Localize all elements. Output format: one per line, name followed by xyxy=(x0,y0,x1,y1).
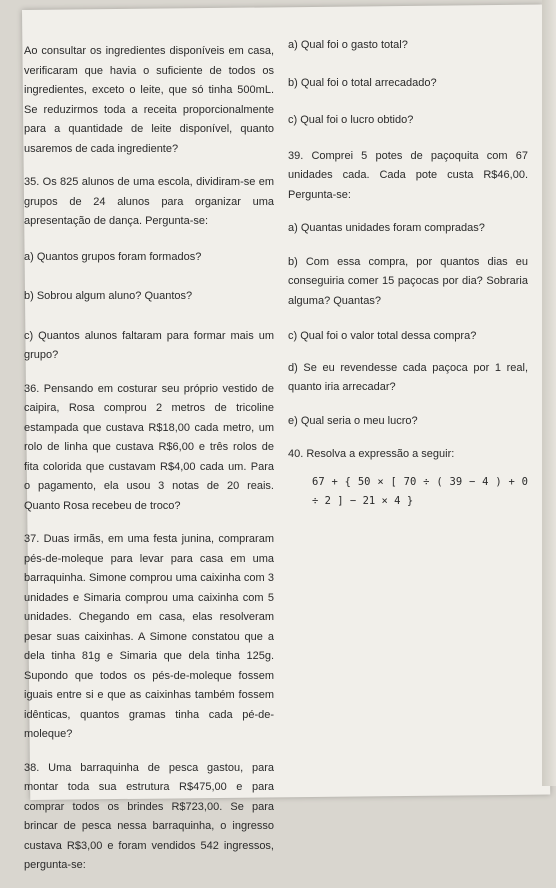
page-edge xyxy=(542,0,556,786)
question-38: 38. Uma barraquinha de pesca gastou, para montar toda sua estrutura R$475,00 e para comprar todos os brindes R$723,00. Se para brincar de pesca nessa barraquinha, o ingresso custava R$3,00 e foram vendidos 542 ingressos, pergunta-se: xyxy=(24,761,274,871)
question-40: 40. Resolva a expressão a seguir: xyxy=(288,448,455,460)
question-37: 37. Duas irmãs, em uma festa junina, compraram pés-de-moleque para levar para casa em uma barraquinha. Simone comprou uma caixinha com 3 unidades e Simaria comprou uma caixinha com 5 unidades. Chegando em casa, elas resolveram pesar suas caixinhas. A Simone constatou que a dela tinha 81g e Simaria que dela tinha 125g. Supondo que todos os pés-de-moleque fossem iguais entre si e que as caixinhas também fossem idênticas, quantos gramas tinha cada pé-de-moleque? xyxy=(24,533,274,740)
question-39c: c) Qual foi o valor total dessa compra? xyxy=(288,330,477,342)
question-39d: d) Se eu revendesse cada paçoca por 1 real, quanto iria arrecadar? xyxy=(288,361,528,393)
question-35b: b) Sobrou algum aluno? Quantos? xyxy=(24,290,193,302)
intro-text: Ao consultar os ingredientes disponíveis em casa, verificaram que havia o suficiente de todos os ingredientes, exceto o leite, que só tinha 500mL. Se reduzirmos toda a receita proporcionalmente para a quantidade de leite disponível, quanto usaremos de cada ingrediente? xyxy=(24,45,274,155)
question-39b: b) Com essa compra, por quantos dias eu conseguiria comer 15 paçocas por dia? Sobraria alguma? Quantas? xyxy=(288,255,528,307)
question-36: 36. Pensando em costurar seu próprio vestido de caipira, Rosa comprou 2 metros de tricoline estampada que custava R$18,00 cada metro, um rolo de linha que custava R$6,00 e três rolos de fita colorida que custavam R$4,00 cada um. Para o pagamento, ela usou 3 notas de 20 reais. Quanto Rosa recebeu de troco? xyxy=(24,382,274,512)
question-39a: a) Quantas unidades foram compradas? xyxy=(288,222,485,234)
expression: 67 + { 50 × [ 70 ÷ ( 39 − 4 ) + 0 ÷ 2 ] − 21 × 4 } xyxy=(312,475,528,507)
question-35a: a) Quantos grupos foram formados? xyxy=(24,250,202,263)
left-column xyxy=(24,42,274,888)
question-35: 35. Os 825 alunos de uma escola, dividiram-se em grupos de 24 alunos para organizar uma apresentação de dança. Pergunta-se: xyxy=(24,176,274,227)
question-39e: e) Qual seria o meu lucro? xyxy=(288,414,418,427)
question-38c: c) Qual foi o lucro obtido? xyxy=(288,114,414,126)
question-35c: c) Quantos alunos faltaram para formar mais um grupo? xyxy=(24,329,274,361)
question-38b: b) Qual foi o total arrecadado? xyxy=(288,76,437,89)
question-38a: a) Qual foi o gasto total? xyxy=(288,39,408,51)
right-column xyxy=(288,36,528,512)
question-39: 39. Comprei 5 potes de paçoquita com 67 unidades cada. Cada pote custa R$46,00. Pergunta-se: xyxy=(288,149,528,201)
